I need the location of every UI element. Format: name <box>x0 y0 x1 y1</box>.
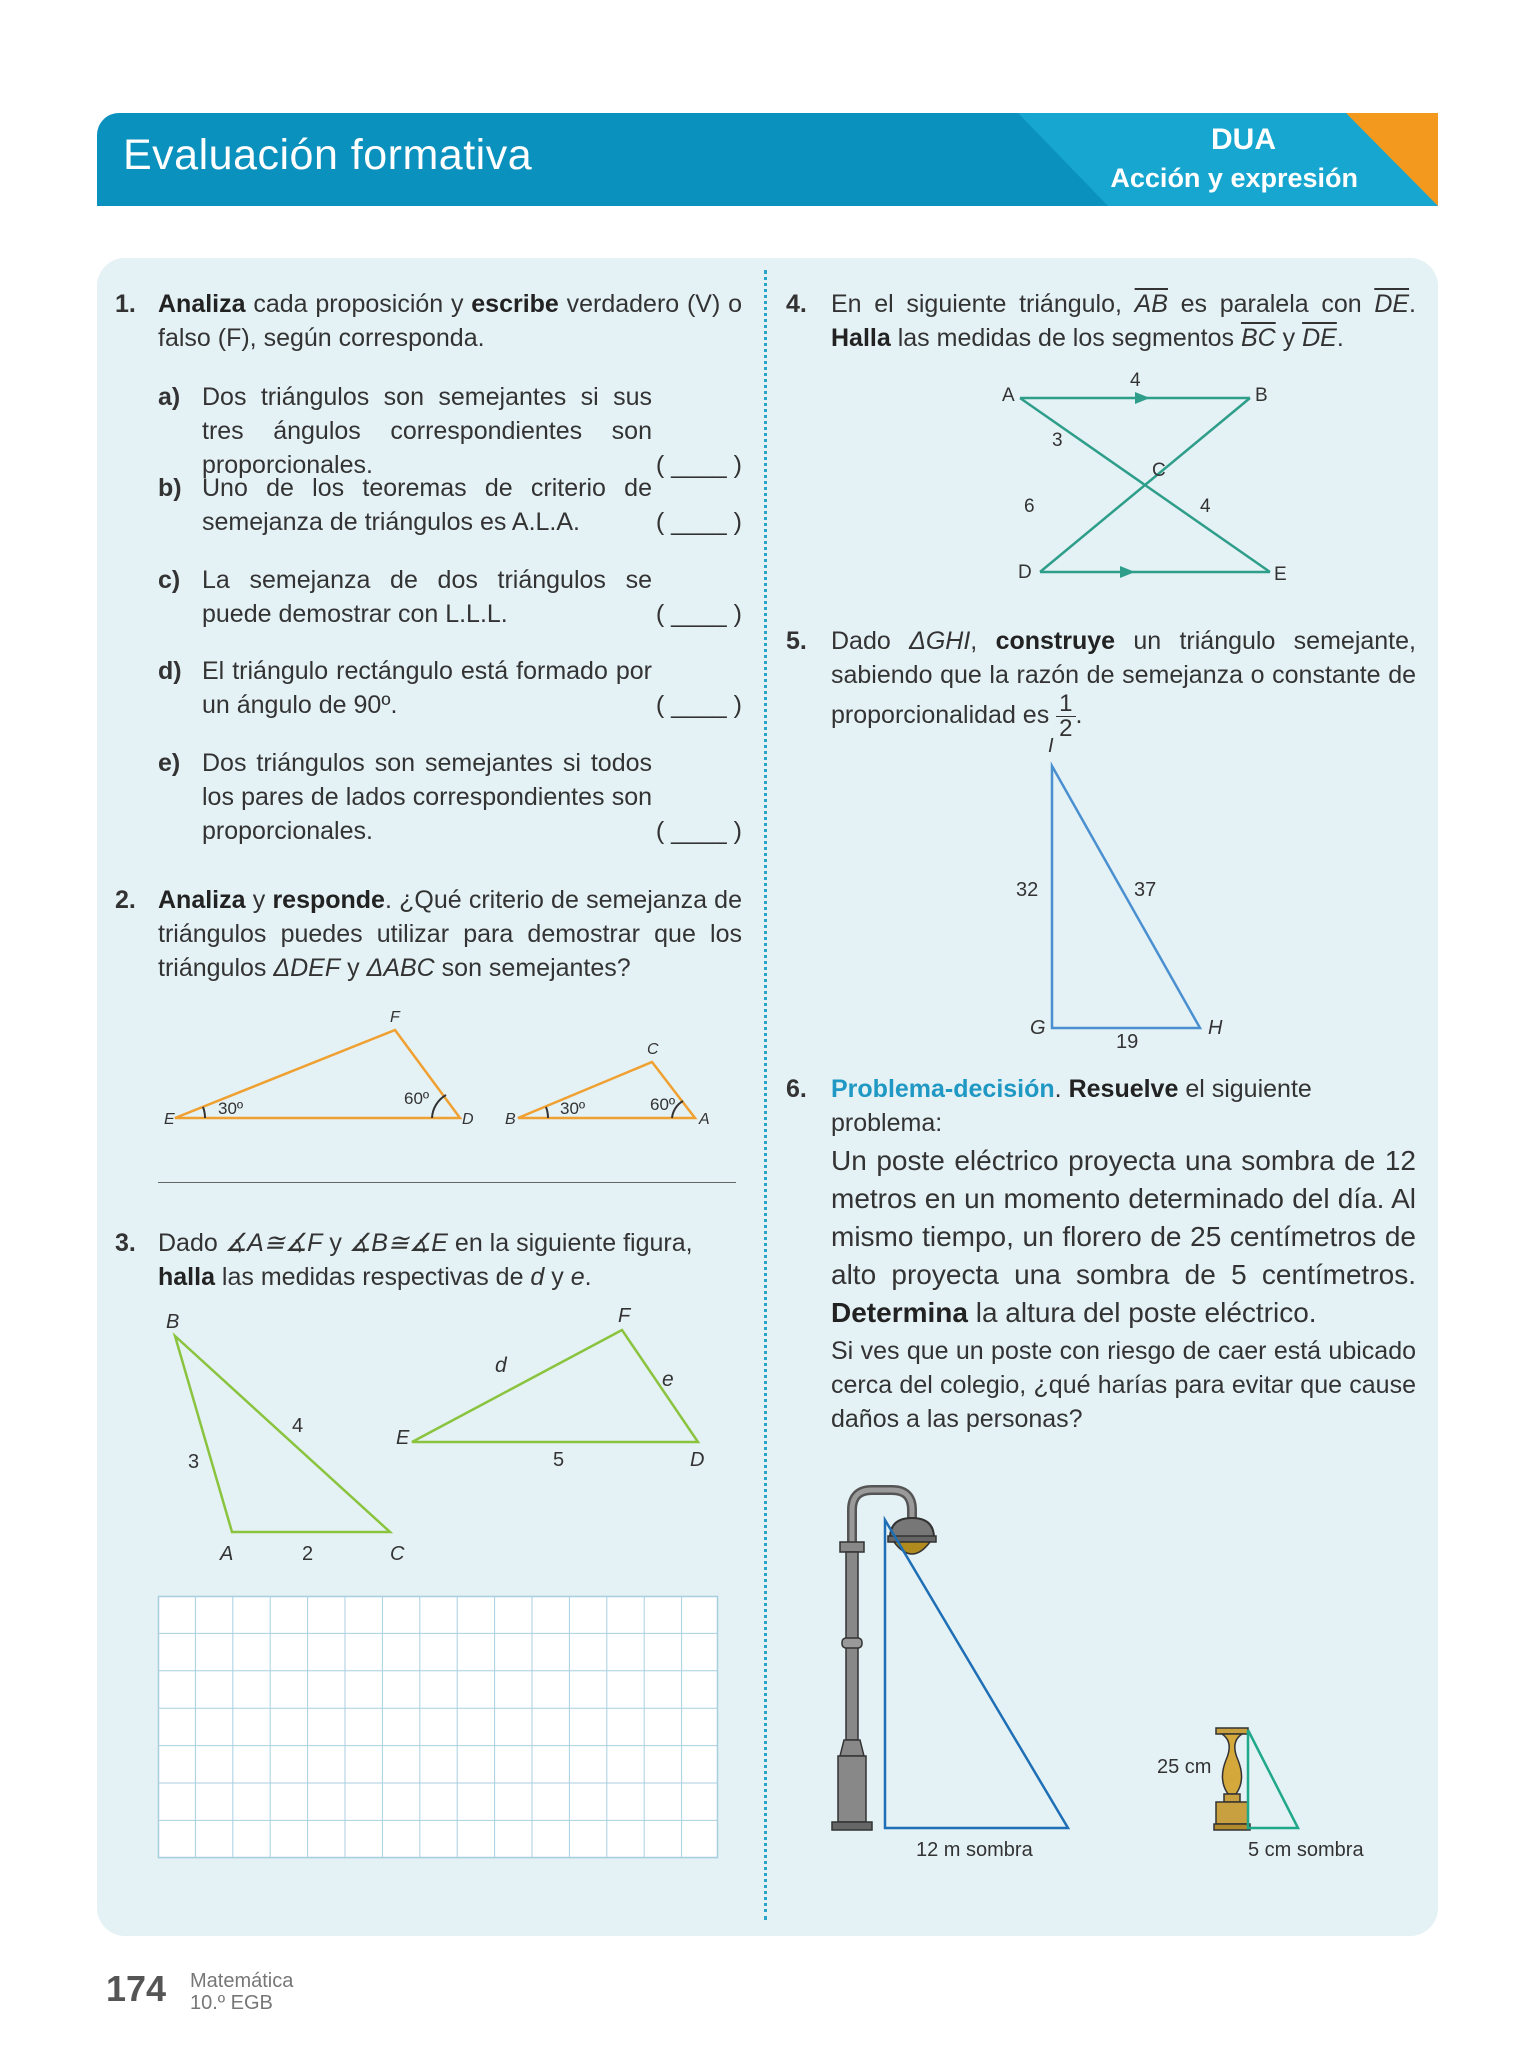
angle-b-label: 30º <box>560 1099 586 1118</box>
q3-var-e: e <box>570 1263 585 1291</box>
q3-text4: las medidas respectivas de <box>214 1263 531 1291</box>
q4-seg-bc: $\overline{BC}$ <box>1240 324 1276 352</box>
q4-seg-ab: $\overline{AB}$ <box>1134 290 1168 318</box>
angle-e-label: 30º <box>218 1099 244 1118</box>
triangle-ghi <box>1052 766 1200 1028</box>
q1-item-c <box>158 563 742 631</box>
side-ih: 37 <box>1134 879 1157 901</box>
q3-text3: en la siguiente figura, <box>447 1229 693 1257</box>
label-e: E <box>396 1427 410 1449</box>
q3-figure <box>150 1300 730 1570</box>
q3-var-d: d <box>530 1263 545 1291</box>
label-i: I <box>1048 735 1054 757</box>
q3-text5: y <box>544 1263 571 1291</box>
length-ac: 3 <box>1052 430 1063 451</box>
q6-title: Problema-decisión <box>831 1075 1055 1103</box>
question-number: 6. <box>786 1075 807 1103</box>
angle-d-label: 60º <box>404 1089 430 1108</box>
shadow-2-label: 5 cm sombra <box>1248 1839 1364 1861</box>
label-c: C <box>1152 460 1166 481</box>
answer-blank[interactable]: ( ____ ) <box>655 817 742 845</box>
item-label: c) <box>158 566 181 594</box>
q4-text6: . <box>1336 324 1344 352</box>
triangle-efd <box>412 1330 698 1442</box>
q1-text1: cada proposición y <box>245 290 472 318</box>
q6-problem <box>831 1142 1416 1332</box>
q6-problem-text1: Un poste eléctrico proyecta una sombra de 12 metros en un momento determinado del día. Al mismo tiempo, un florero de 25 centímetros de alto proyecta una sombra de 5 centímetros. <box>831 1145 1416 1290</box>
vase-neck <box>1224 1794 1240 1802</box>
question-6 <box>786 1072 1416 1436</box>
question-1 <box>115 287 742 355</box>
q5-figure <box>1000 730 1240 1053</box>
vase-rim <box>1216 1728 1248 1734</box>
vase-base <box>1216 1802 1248 1824</box>
q4-figure <box>990 370 1320 590</box>
q2-text3: y <box>340 954 367 982</box>
lamp-base <box>838 1756 866 1822</box>
footer-subject <box>190 1970 293 2014</box>
q5-text2: , <box>970 627 996 655</box>
q3-text2: y <box>322 1229 349 1257</box>
parallel-arrow-de <box>1120 566 1135 578</box>
column-divider <box>764 270 767 1920</box>
q4-verb: Halla <box>831 324 891 352</box>
item-label: a) <box>158 383 181 411</box>
q5-text4: . <box>1075 701 1083 730</box>
q2-text1: y <box>245 886 273 914</box>
side-ac: 2 <box>302 1543 314 1565</box>
question-number: 5. <box>786 627 807 655</box>
q2-verb2: responde <box>272 886 385 914</box>
lamp-base-top <box>840 1740 864 1756</box>
label-e: E <box>1274 564 1287 585</box>
shadow-1-label: 12 m sombra <box>916 1839 1033 1861</box>
length-ce: 4 <box>1200 496 1211 517</box>
question-5 <box>786 624 1416 741</box>
q5-triangle: ΔGHI <box>909 627 971 655</box>
vase <box>1214 1728 1250 1830</box>
q4-text5: y <box>1275 324 1303 352</box>
question-number: 3. <box>115 1229 136 1257</box>
segment-bd <box>1040 398 1250 572</box>
q3-text1: Dado <box>158 1229 225 1257</box>
fraction-numerator: 1 <box>1056 692 1075 717</box>
answer-grid[interactable] <box>158 1596 718 1858</box>
q3-congruence-1: ∡A≅∡F <box>224 1229 323 1257</box>
side-ef: d <box>495 1354 507 1377</box>
answer-blank[interactable]: ( ____ ) <box>655 451 742 479</box>
side-bc: 4 <box>292 1415 304 1437</box>
label-g: G <box>1030 1017 1046 1039</box>
label-a: A <box>220 1543 234 1565</box>
q6-text2: el siguiente problema: <box>831 1075 1312 1137</box>
q2-triangle-def: ΔDEF <box>273 954 341 982</box>
answer-blank[interactable]: ( ____ ) <box>655 600 742 628</box>
q4-seg-de: $\overline{DE}$ <box>1374 290 1410 318</box>
q5-text3: un triángulo semejante, sabiendo que la razón de semejanza o constante de proporcionalidad es <box>831 627 1416 730</box>
length-ab: 4 <box>1130 370 1141 391</box>
lamp-foot <box>832 1822 872 1830</box>
item-text: Dos triángulos son semejantes si todos los pares de lados correspondientes son proporcionales. <box>202 749 652 845</box>
fraction-denominator: 2 <box>1059 715 1073 742</box>
dua-badge: DUA <box>1211 123 1276 156</box>
q1-item-a <box>158 380 742 482</box>
side-fd: e <box>662 1368 674 1391</box>
question-2 <box>115 883 742 985</box>
q6-problem-text2: la altura del poste eléctrico. <box>967 1297 1317 1328</box>
label-c: C <box>647 1041 659 1058</box>
q4-text4: las medidas de los segmentos <box>890 324 1241 352</box>
q5-text1: Dado <box>831 627 910 655</box>
q2-verb1: Analiza <box>158 886 246 914</box>
angle-a-label: 60º <box>650 1095 676 1114</box>
vase-foot <box>1214 1824 1250 1830</box>
angle-arc-e <box>203 1107 205 1118</box>
label-d: D <box>462 1111 474 1128</box>
q5-verb: construye <box>995 627 1116 655</box>
question-3 <box>115 1226 742 1294</box>
q1-item-e <box>158 746 742 848</box>
label-f: F <box>390 1009 400 1026</box>
subject-name: Matemática <box>190 1970 294 1992</box>
item-text: Uno de los teoremas de criterio de semejanza de triángulos es A.L.A. <box>202 474 652 536</box>
item-label: b) <box>158 474 182 502</box>
q6-figure <box>820 1480 1400 1861</box>
parallel-arrow-ab <box>1135 392 1150 404</box>
q3-text6: . <box>584 1263 592 1291</box>
q1-item-b <box>158 471 742 539</box>
angle-arc-d <box>432 1095 446 1118</box>
dua-subtitle: Acción y expresión <box>1110 163 1358 193</box>
question-number: 2. <box>115 886 136 914</box>
q2-triangle-abc: ΔABC <box>366 954 435 982</box>
vase-height-label: 25 cm <box>1157 1756 1212 1778</box>
header-banner <box>97 113 1438 206</box>
page-number: 174 <box>106 1968 167 2009</box>
label-d: D <box>690 1449 705 1471</box>
item-label: d) <box>158 657 182 685</box>
vase-shadow-triangle <box>1248 1730 1298 1828</box>
q6-verb2: Determina <box>831 1297 968 1328</box>
q4-text1: En el siguiente triángulo, <box>831 290 1135 318</box>
question-number: 1. <box>115 290 136 318</box>
side-ba: 3 <box>188 1451 200 1473</box>
side-ed: 5 <box>553 1449 565 1471</box>
q3-verb: halla <box>158 1263 215 1291</box>
item-text: La semejanza de dos triángulos se puede demostrar con L.L.L. <box>202 566 652 628</box>
lamp-shadow-triangle <box>885 1520 1068 1828</box>
item-text: El triángulo rectángulo está formado por un ángulo de 90º. <box>202 657 652 719</box>
side-gh: 19 <box>1116 1031 1139 1053</box>
q1-verb2: escribe <box>471 290 559 318</box>
item-text: Dos triángulos son semejantes si sus tres ángulos correspondientes son proporcionales. <box>202 383 652 479</box>
question-number: 4. <box>786 290 807 318</box>
label-b: B <box>166 1311 180 1333</box>
q2-figure <box>150 1000 730 1190</box>
label-c: C <box>390 1543 405 1565</box>
triangle-bac <box>175 1336 390 1532</box>
q1-item-d <box>158 654 742 722</box>
grade-level: 10.º EGB <box>190 1992 273 2014</box>
lamp-head <box>890 1518 934 1538</box>
q2-text4: son semejantes? <box>434 954 631 982</box>
question-4 <box>786 287 1416 355</box>
answer-line[interactable] <box>158 1182 736 1183</box>
label-f: F <box>618 1305 631 1327</box>
label-a: A <box>1002 385 1015 406</box>
q6-reflection: Si ves que un poste con riesgo de caer está ubicado cerca del colegio, ¿qué harías para evitar que cause daños a las personas? <box>831 1337 1416 1433</box>
q6-verb1: Resuelve <box>1068 1075 1179 1103</box>
q6-text1: . <box>1054 1075 1069 1103</box>
length-dc: 6 <box>1024 496 1035 517</box>
lamp-ring <box>842 1638 862 1648</box>
q1-verb1: Analiza <box>158 290 246 318</box>
q4-seg-de-2: $\overline{DE}$ <box>1302 324 1337 352</box>
q4-text2: es paralela con <box>1167 290 1375 318</box>
label-b: B <box>505 1111 516 1128</box>
page-title: Evaluación formativa <box>123 131 533 179</box>
q2-text2: . ¿Qué criterio de semejanza de triángulos puedes utilizar para demostrar que los triángulos <box>158 886 742 982</box>
label-h: H <box>1208 1017 1223 1039</box>
q3-congruence-2: ∡B≅∡E <box>348 1229 448 1257</box>
label-d: D <box>1018 562 1032 583</box>
lamp-cap <box>840 1542 864 1552</box>
label-b: B <box>1255 385 1268 406</box>
answer-blank[interactable]: ( ____ ) <box>655 508 742 536</box>
label-e: E <box>164 1111 175 1128</box>
vase-body <box>1222 1734 1242 1794</box>
q1-text2: verdadero (V) o falso (F), según corresponda. <box>158 290 742 352</box>
item-label: e) <box>158 749 181 777</box>
side-gi: 32 <box>1016 879 1039 901</box>
angle-arc-b <box>546 1107 548 1118</box>
q4-text3: . <box>1409 290 1416 318</box>
label-a: A <box>699 1111 710 1128</box>
answer-blank[interactable]: ( ____ ) <box>655 691 742 719</box>
